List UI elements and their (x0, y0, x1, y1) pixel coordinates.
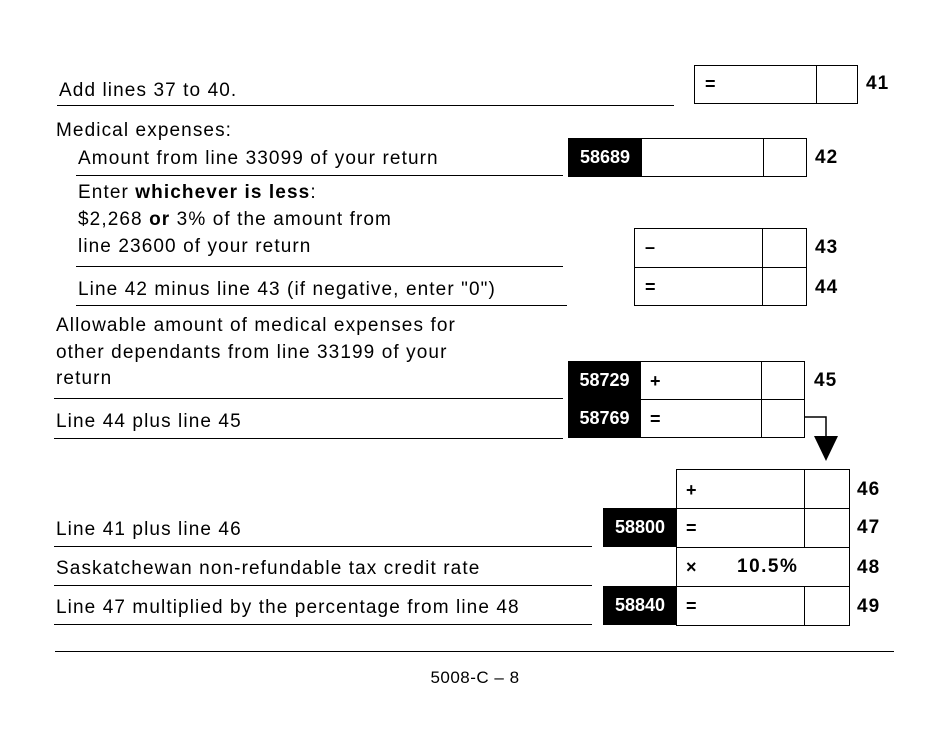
transfer-arrow-icon (800, 410, 850, 466)
line-46-operator: + (686, 480, 697, 500)
line-49-code: 58840 (603, 586, 677, 625)
line-44-plus-45-operator: = (650, 409, 661, 429)
line-47-code: 58800 (603, 508, 677, 547)
line-47-number: 47 (857, 517, 881, 538)
line-45-number: 45 (814, 370, 838, 391)
line-43-operator: – (645, 237, 656, 257)
line-43-emphasis-a: whichever is less (135, 182, 311, 203)
line-43-text-d: 3% of the amount from (170, 209, 392, 230)
line-46-amount-field[interactable] (676, 469, 850, 509)
line-43-text-b: : (310, 182, 317, 203)
line-46-cents-divider (804, 470, 805, 508)
line-48-rate-field (676, 547, 850, 587)
line-49-amount-field[interactable] (676, 586, 850, 626)
line-47-rule (54, 546, 592, 547)
footer-rule (55, 651, 894, 652)
line-45-code: 58729 (568, 361, 641, 400)
line-44-plus-45-code: 58769 (568, 399, 641, 438)
line-45-cents-divider (761, 362, 762, 399)
line-45-amount-field[interactable] (640, 361, 805, 400)
line-41-amount-field[interactable] (694, 65, 858, 104)
line-46-number: 46 (857, 479, 881, 500)
line-44-plus-45-amount-field[interactable] (640, 399, 805, 438)
line-47-operator: = (686, 518, 697, 538)
line-41-cents-divider (816, 66, 817, 103)
line-49-label: Line 47 multiplied by the percentage from line 48 (56, 597, 520, 618)
line-43-rule (76, 266, 563, 267)
line-41-label: Add lines 37 to 40. (59, 80, 238, 101)
line-43-emphasis-b: or (149, 209, 171, 230)
line-44-amount-field[interactable] (634, 267, 807, 306)
line-43-number: 43 (815, 237, 839, 258)
line-42-code: 58689 (568, 138, 642, 177)
line-43-text-a: Enter (78, 182, 136, 203)
line-48-operator: × (686, 557, 697, 577)
line-43-label-line1 (78, 182, 317, 204)
line-48-rate: 10.5% (737, 556, 799, 577)
line-47-amount-field[interactable] (676, 508, 850, 548)
line-41-number: 41 (866, 73, 890, 94)
line-44-plus-45-label: Line 44 plus line 45 (56, 411, 242, 432)
line-45-label-line2: other dependants from line 33199 of your (56, 342, 448, 363)
line-48-label: Saskatchewan non-refundable tax credit rate (56, 558, 481, 579)
line-45-label-line3: return (56, 368, 113, 389)
line-47-label: Line 41 plus line 46 (56, 519, 242, 540)
page-label: 5008-C – 8 (430, 668, 520, 687)
medical-expenses-heading: Medical expenses: (56, 120, 233, 141)
line-44-operator: = (645, 277, 656, 297)
line-49-cents-divider (804, 587, 805, 625)
line-49-rule (54, 624, 592, 625)
line-45-operator: + (650, 371, 661, 391)
line-43-label-line3: line 23600 of your return (78, 236, 312, 257)
line-48-number: 48 (857, 557, 881, 578)
line-42-cents-divider (763, 139, 764, 176)
line-42-number: 42 (815, 147, 839, 168)
line-43-amount-field[interactable] (634, 228, 807, 268)
line-44-plus-45-cents-divider (761, 400, 762, 437)
line-47-cents-divider (804, 509, 805, 547)
line-42-amount-field[interactable] (641, 138, 807, 177)
line-49-number: 49 (857, 596, 881, 617)
line-48-rule (54, 585, 592, 586)
line-49-operator: = (686, 596, 697, 616)
line-43-text-c: $2,268 (78, 209, 150, 230)
line-43-label-line2 (78, 209, 392, 231)
line-44-plus-45-rule (54, 438, 563, 439)
line-44-cents-divider (762, 268, 763, 305)
line-41-rule (57, 105, 674, 106)
line-44-rule (76, 305, 567, 306)
line-44-label: Line 42 minus line 43 (if negative, enter "0") (78, 279, 496, 300)
line-42-label: Amount from line 33099 of your return (78, 148, 439, 169)
line-44-number: 44 (815, 277, 839, 298)
line-45-label-line1: Allowable amount of medical expenses for (56, 315, 456, 336)
line-43-cents-divider (762, 229, 763, 267)
line-45-rule (54, 398, 563, 399)
line-42-rule (76, 175, 563, 176)
line-41-operator: = (705, 74, 716, 94)
